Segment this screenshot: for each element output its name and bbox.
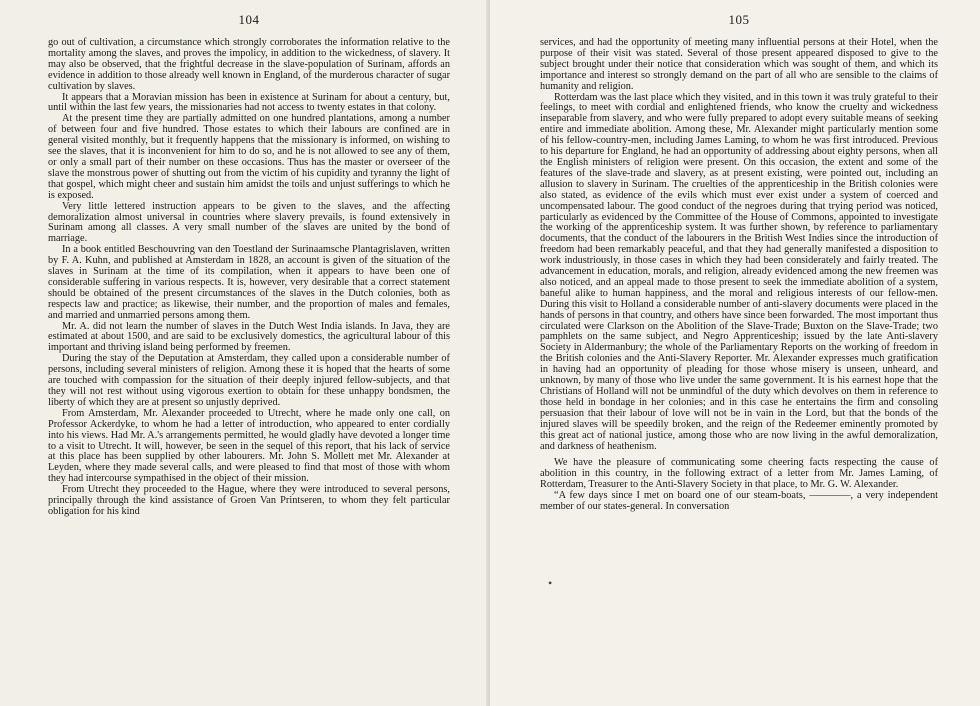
- paragraph: services, and had the opportunity of meeting many influential persons at their Hotel, when the purpose of their visit was stated. Several of those present appeared disposed to give to the subject brought under their notice that consideration which was sought of them, and which its importance and interest so strongly demand on the part of all who are sensible to the claims of humanity and religion.: [540, 37, 938, 92]
- margin-mark: •: [548, 576, 553, 590]
- paragraph: At the present time they are partially admitted on one hundred plantations, among a number of between four and five hundred. Those estates to which their labours are confined are in general visited monthly, but it frequently happens that the missionary is informed, on wishing to see the slaves, that it is inconvenient for him to do so, and he is not allowed to see any of them, or only a small part of their number on these occasions. Thus has the master or overseer of the slave the monstrous power of shutting out from the victim of his cupidity and tyranny the light of that gospel, which might cheer and sustain him amidst the toils and unjust sufferings to which he is exposed.: [48, 113, 450, 201]
- paragraph: go out of cultivation, a circumstance which strongly corroborates the information relative to the mortality among the slaves, and proves the impolicy, in addition to the wickedness, of slavery. It may also be observed, that the frightful decrease in the slave-population of Surinam, affords an evidence in addition to those already well known in England, of the murderous character of sugar cultivation by slaves.: [48, 37, 450, 92]
- paragraph: Rotterdam was the last place which they visited, and in this town it was truly grateful to their feelings, to meet with cordial and enlightened friends, who know the cruelty and wickedness inseparable from slavery, and who were fully prepared to adopt every suitable means of seeking entire and immediate abolition. Among these, Mr. Alexander might particularly mention some of his fellow-country-men, including James Laming, to whom he was first introduced. Previous to his departure for England, he had an opportunity of addressing about eighty persons, when all the English ministers of religion were present. On this occasion, the extent and some of the features of the slave-trade and slavery, as at present existing, were pointed out, including an allusion to slavery in Surinam. The cruelties of the apprenticeship in the British colonies were also stated, as evidence of the evils which must ever exist under a system of coerced and uncompensated labour. The good conduct of the negroes during that trying period was noticed, particularly as evidenced by the Committee of the House of Commons, appointed to investigate the working of the apprenticeship system. It was further shown, by reference to parliamentary documents, that the conduct of the labourers in the British West Indies since the introduction of freedom had been remarkably peaceful, and that they had generally manifested a disposition to work industriously, in those cases in which they had been considerately and fairly treated. The advancement in education, morals, and religion, already evidenced among the new freemen was also noticed, and an appeal made to those present to seek the immediate abolition of a system, baneful alike to human happiness, and the moral and religious interests of our fellow-men. During this visit to Holland a considerable number of anti-slavery documents were placed in the hands of persons in that country, and others have since been forwarded. The most important thus circulated were Clarkson on the Abolition of the Slave-Trade; Buxton on the Slave-Trade; two pamphlets on the same subject, and Negro Apprenticeship; issued by the late Anti-slavery Society in Aldermanbury; the whole of the Parliamentary Reports on the working of freedom in the British colonies and the Anti-Slavery Reporter. Mr. Alexander expresses much gratification in having had an opportunity of pleading for those whose misery is unseen, unheard, and unknown, by many of those who live under the same government. It is his earnest hope that the Christians of Holland will not be unmindful of the duty which devolves on them in reference to those held in bondage in her colonies; and in this case he entertains the firm and consoling persuasion that their labour of love will not be in vain in the Lord, but that the bonds of the injured slaves will be speedily broken, and the reign of the Redeemer eminently promoted by this great act of national justice, among those who are now living in the awful demoralization, and darkness of heathenism.: [540, 91, 938, 452]
- paragraph: Mr. A. did not learn the number of slaves in the Dutch West India islands. In Java, they are estimated at about 1500, and are said to be exclusively domestics, the agricultural labour of this important and thriving island being performed by freemen.: [48, 320, 450, 354]
- paragraph: It appears that a Moravian mission has been in existence at Surinam for about a century, but, until within the last few years, the missionaries had not access to twenty estates in that colony.: [48, 91, 450, 114]
- left-page-text: [48, 38, 450, 518]
- right-page: [490, 0, 980, 706]
- right-page-text: [540, 38, 938, 513]
- paragraph: From Amsterdam, Mr. Alexander proceeded to Utrecht, where he made only one call, on Professor Ackerdyke, to whom he had a letter of introduction, who appeared to enter cordially into his views. Had Mr. A.'s arrangements permitted, he would gladly have devoted a longer time to a visit to Utrecht. It will, however, be seen in the sequel of this report, that his lack of service at this place has been supplied by other labourers. Mr. John S. Mollett met Mr. Alexander at Leyden, where they made several calls, and were pleased to find that most of those with whom they had intercourse sympathised in the object of their mission.: [48, 407, 450, 485]
- page-number-right: 105: [728, 12, 750, 27]
- page-number-left: 104: [238, 12, 260, 27]
- paragraph: During the stay of the Deputation at Amsterdam, they called upon a considerable number of persons, including several ministers of religion. Among these it is hoped that the hearts of some are touched with compassion for the situation of their deeply injured fellow-subjects, and that they will not rest without using vigorous exertion to obtain for these unhappy bondsmen, the liberty of which they are at present so unjustly deprived.: [48, 353, 450, 408]
- paragraph: We have the pleasure of communicating some cheering facts respecting the cause of abolition in this country, in the following extract of a letter from Mr. James Laming, of Rotterdam, Treasurer to the Anti-Slavery Society in that place, to Mr. G. W. Alexander.: [540, 457, 938, 491]
- paragraph: In a book entitled Beschouvring van den Toestland der Surinaamsche Plantagrislaven, written by F. A. Kuhn, and published at Amsterdam in 1828, an account is given of the situation of the slaves in Surinam at the time of its compilation, when it appears to have been one of considerable suffering in various respects. It is, however, very desirable that a correct statement should be obtained of the present circumstances of the slaves in the Dutch colonies, both as respects law and practice; as likewise, their number, and the proportion of males and females, and married and unmarried persons among them.: [48, 244, 450, 321]
- paragraph: “A few days since I met on board one of our steam-boats, ————, a very independent member of our states-general. In conversation: [540, 490, 938, 513]
- paragraph: Very little lettered instruction appears to be given to the slaves, and the affecting demoralization almost universal in countries where slavery prevails, is found extensively in Surinam among all classes. A very small number of the slaves are united by the bond of marriage.: [48, 200, 450, 245]
- paragraph: From Utrecht they proceeded to the Hague, where they were introduced to several persons, principally through the kind assistance of Groen Van Printseren, to whom they felt particular obligation for his kind: [48, 484, 450, 517]
